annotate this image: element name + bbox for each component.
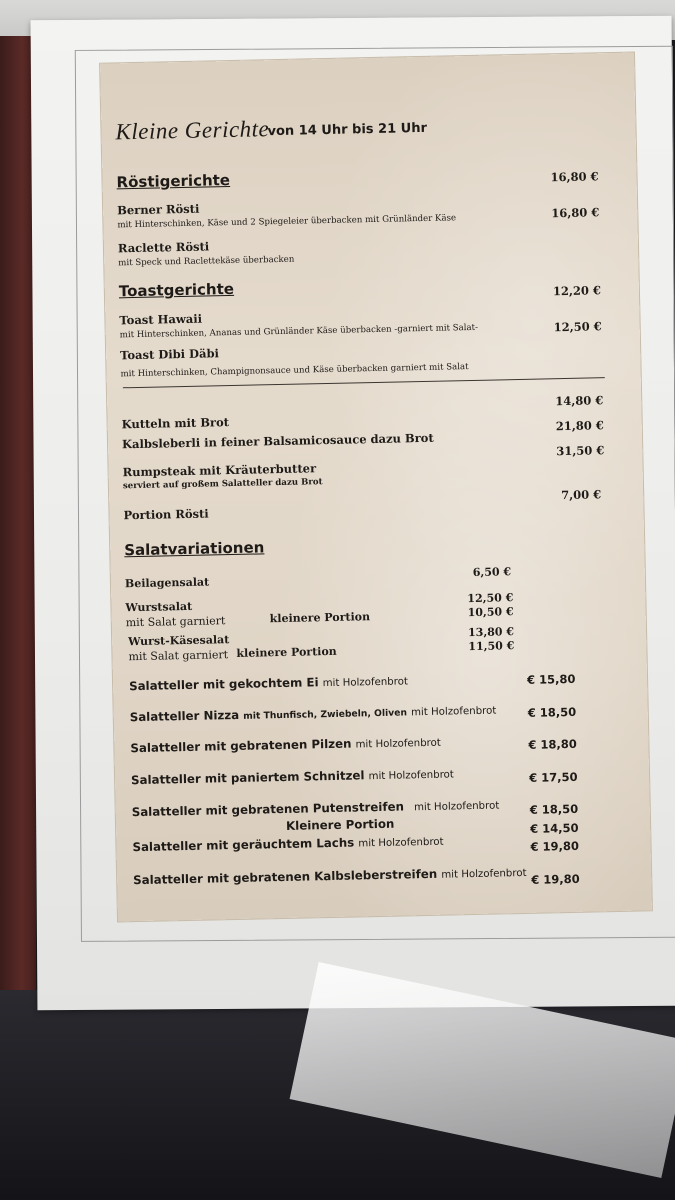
item-desc-wurst-kaesesalat: mit Salat garniert <box>128 648 229 664</box>
item-name-wurst-kaesesalat: Wurst-Käsesalat <box>128 633 230 649</box>
item-name-portion-roesti: Portion Rösti <box>123 506 209 523</box>
price-wurstsalat-small: 10,50 € <box>467 605 514 620</box>
item-desc-raclette-roesti: mit Speck und Raclettekäse überbacken <box>118 254 295 269</box>
price-salad-plate-ei: € 15,80 <box>526 671 576 687</box>
item-name-beilagensalat: Beilagensalat <box>124 575 210 591</box>
price-kalbsleberli: 21,80 € <box>555 418 604 434</box>
menu-heading-script: Kleine Gerichte <box>115 116 270 145</box>
price-portion-roesti: 7,00 € <box>561 487 602 503</box>
item-name-toast-hawaii: Toast Hawaii <box>119 311 203 328</box>
price-salad-plate-pilze: € 18,80 <box>528 736 577 752</box>
price-salad-plate-kleinere-portion: € 14,50 <box>530 820 579 836</box>
price-salad-plate-nizza: € 18,50 <box>527 704 577 720</box>
item-name-berner-roesti: Berner Rösti <box>117 201 200 218</box>
section-divider <box>123 377 605 388</box>
salad-plate-pilze: Salatteller mit gebratenen Pilzen mit Holzofenbrot <box>130 736 441 756</box>
item-desc-wurstsalat: mit Salat garniert <box>125 614 226 630</box>
item-small-label-wurstsalat: kleinere Portion <box>269 610 371 626</box>
item-desc-toast-dibi-daebi: mit Hinterschinken, Champignonsauce und Käse überbacken garniert mit Salat <box>120 362 469 380</box>
salad-plate-schnitzel: Salatteller mit paniertem Schnitzel mit Holzofenbrot <box>130 768 454 788</box>
item-name-kalbsleberli: Kalbsleberli in feiner Balsamicosauce dazu Brot <box>121 430 434 452</box>
section-title-salads: Salatvariationen <box>124 538 265 560</box>
price-salad-plate-kalbsleberstreifen: € 19,80 <box>531 871 580 887</box>
salad-plate-putenstreifen: Salatteller mit gebratenen Putenstreifen mit Holzofenbrot <box>131 799 500 820</box>
item-name-kutteln: Kutteln mit Brot <box>121 415 230 432</box>
item-small-label-wurst-kaesesalat: kleinere Portion <box>236 644 337 660</box>
menu-page <box>100 53 652 922</box>
section-title-roesti: Röstigerichte <box>116 170 231 192</box>
salad-plate-ei: Salatteller mit gekochtem Ei mit Holzofenbrot <box>128 675 409 694</box>
price-salad-plate-lachs: € 19,80 <box>530 838 580 854</box>
item-desc-rumpsteak: serviert auf großem Salatteller dazu Brot <box>122 477 323 492</box>
item-desc-toast-hawaii: mit Hinterschinken, Ananas und Grünländer Käse überbacken -garniert mit Salat- <box>119 322 479 341</box>
item-desc-berner-roesti: mit Hinterschinken, Käse und 2 Spiegeleier überbacken mit Grünländer Käse <box>117 213 457 231</box>
item-name-wurstsalat: Wurstsalat <box>125 599 193 615</box>
price-salad-plate-schnitzel: € 17,50 <box>528 769 578 785</box>
salad-plate-kleinere-portion: Kleinere Portion <box>285 816 395 833</box>
menu-folder-edge <box>0 36 36 998</box>
price-kutteln: 14,80 € <box>555 393 604 409</box>
price-berner-roesti: 16,80 € <box>550 169 599 185</box>
item-name-toast-dibi-daebi: Toast Dibi Däbi <box>120 346 220 363</box>
price-beilagensalat: 6,50 € <box>472 565 512 579</box>
price-wurst-kaesesalat-small: 11,50 € <box>468 639 515 654</box>
price-rumpsteak: 31,50 € <box>556 443 605 459</box>
salad-plate-kalbsleberstreifen: Salatteller mit gebratenen Kalbsleberstreifen mit Holzofenbrot <box>133 866 527 888</box>
price-toast-hawaii: 12,20 € <box>552 283 602 299</box>
price-salad-plate-putenstreifen: € 18,50 <box>529 801 579 817</box>
salad-plate-lachs: Salatteller mit geräuchtem Lachs mit Holzofenbrot <box>132 835 444 855</box>
section-title-toast: Toastgerichte <box>118 279 235 301</box>
item-name-rumpsteak: Rumpsteak mit Kräuterbutter <box>122 461 317 480</box>
item-name-raclette-roesti: Raclette Rösti <box>117 239 210 256</box>
price-wurst-kaesesalat: 13,80 € <box>467 625 515 640</box>
price-raclette-roesti: 16,80 € <box>551 205 600 221</box>
price-toast-dibi-daebi: 12,50 € <box>553 319 602 335</box>
price-wurstsalat: 12,50 € <box>467 591 514 606</box>
salad-plate-nizza: Salatteller Nizza mit Thunfisch, Zwiebeln, Oliven mit Holzofenbrot <box>129 705 497 725</box>
menu-hours: von 14 Uhr bis 21 Uhr <box>267 120 428 140</box>
